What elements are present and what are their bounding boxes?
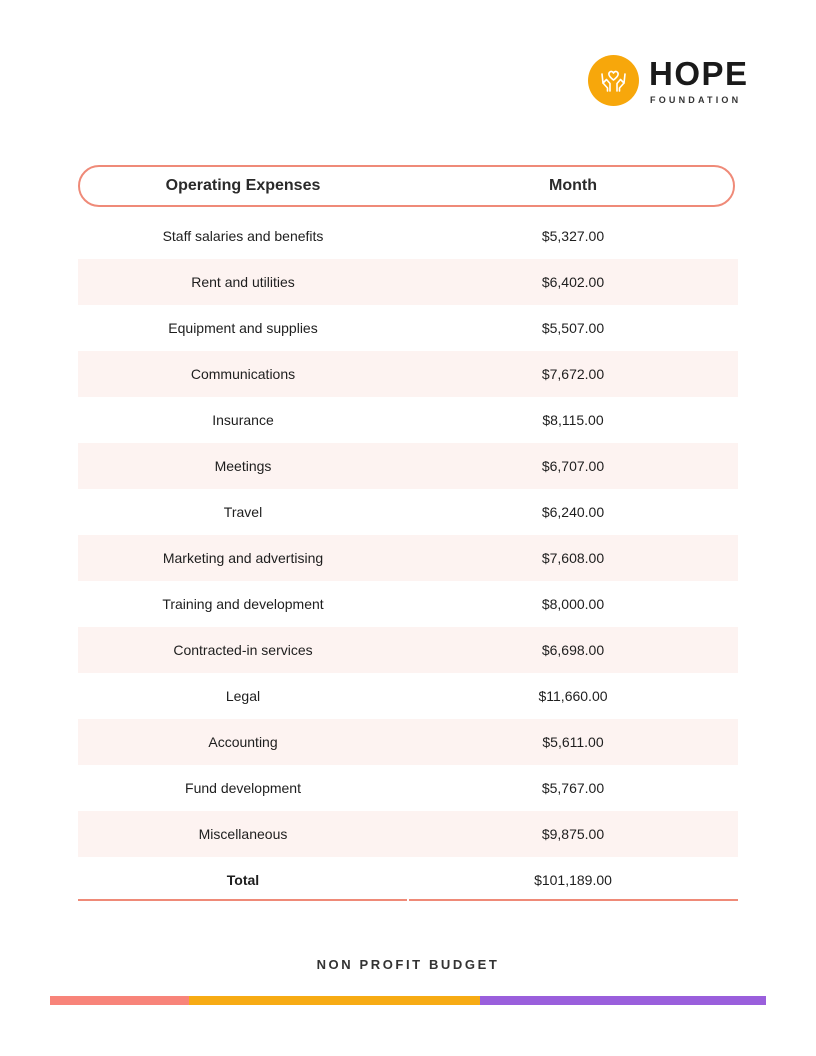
expense-label: Travel — [223, 504, 263, 520]
brand-name: HOPE — [649, 55, 749, 92]
footer-title: NON PROFIT BUDGET — [316, 957, 500, 972]
expense-table-body — [78, 213, 738, 903]
expense-label: Rent and utilities — [191, 274, 295, 290]
expense-value: $6,698.00 — [541, 642, 605, 658]
logo-circle — [588, 55, 639, 106]
expense-label: Staff salaries and benefits — [162, 228, 324, 244]
total-value: $101,189.00 — [534, 872, 612, 888]
expense-label: Equipment and supplies — [168, 320, 318, 336]
expense-value: $8,000.00 — [541, 596, 605, 612]
table-row — [78, 719, 738, 765]
expense-label: Communications — [190, 366, 296, 382]
heart-hands-icon — [597, 64, 630, 97]
expense-label: Miscellaneous — [198, 826, 288, 842]
column-header-operating-expenses: Operating Expenses — [165, 177, 321, 194]
expense-label: Meetings — [214, 458, 272, 474]
table-row — [78, 351, 738, 397]
table-row — [78, 811, 738, 857]
brand-subtitle: FOUNDATION — [650, 95, 742, 105]
expense-label: Accounting — [208, 734, 278, 750]
column-header-month: Month — [549, 177, 597, 194]
table-row — [78, 259, 738, 305]
footer-color-bar-coral — [50, 996, 189, 1005]
table-row — [78, 397, 738, 443]
footer-color-bar-purple — [480, 996, 766, 1005]
expense-value: $7,672.00 — [541, 366, 605, 382]
expense-label: Training and development — [162, 596, 324, 612]
total-row — [78, 857, 738, 903]
expense-label: Marketing and advertising — [162, 550, 324, 566]
expense-value: $5,327.00 — [541, 228, 605, 244]
expense-label: Fund development — [185, 780, 301, 796]
table-row — [78, 581, 738, 627]
expense-value: $6,240.00 — [541, 504, 605, 520]
table-row — [78, 305, 738, 351]
expense-value: $5,767.00 — [541, 780, 605, 796]
expense-value: $11,660.00 — [538, 688, 608, 704]
expense-label: Legal — [225, 688, 261, 704]
table-row — [78, 673, 738, 719]
expense-value: $7,608.00 — [541, 550, 605, 566]
expense-value: $5,611.00 — [542, 734, 604, 750]
expense-value: $5,507.00 — [541, 320, 605, 336]
expense-value: $9,875.00 — [541, 826, 605, 842]
footer-color-bar-amber — [189, 996, 480, 1005]
expense-value: $6,707.00 — [541, 458, 605, 474]
table-row — [78, 489, 738, 535]
expense-label: Contracted-in services — [173, 642, 313, 658]
table-bottom-rule-right — [409, 899, 738, 901]
expense-label: Insurance — [212, 412, 274, 428]
table-row — [78, 765, 738, 811]
expense-value: $6,402.00 — [541, 274, 605, 290]
table-row — [78, 443, 738, 489]
table-row — [78, 535, 738, 581]
table-bottom-rule-left — [78, 899, 407, 901]
total-label: Total — [226, 872, 260, 888]
table-row — [78, 627, 738, 673]
expense-value: $8,115.00 — [542, 412, 604, 428]
table-row — [78, 213, 738, 259]
